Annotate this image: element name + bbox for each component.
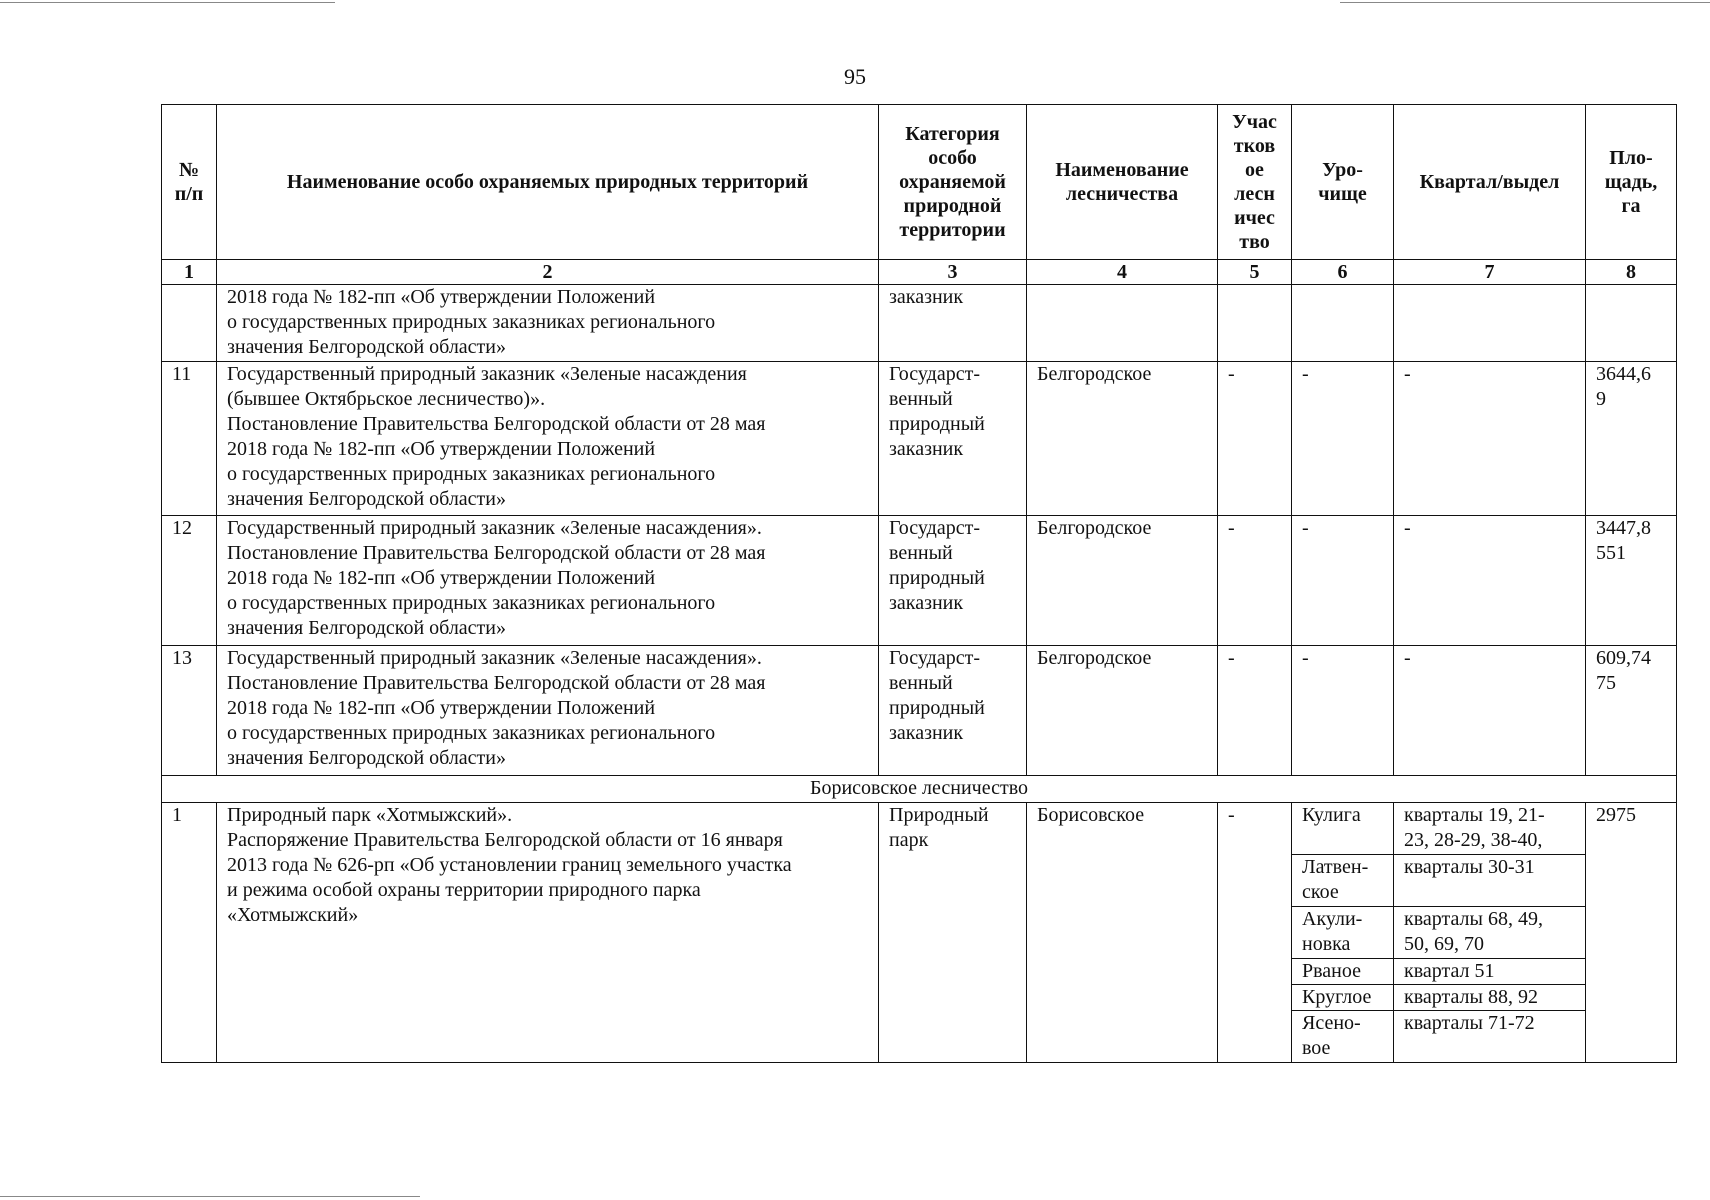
- header-quarter: Квартал/выдел: [1394, 105, 1586, 260]
- column-number: 3: [879, 260, 1027, 285]
- row-forestry: Борисовское: [1027, 803, 1218, 1063]
- row-quarter: [1394, 285, 1586, 362]
- column-number: 7: [1394, 260, 1586, 285]
- row-category: заказник: [879, 285, 1027, 362]
- row-district: -: [1218, 516, 1292, 646]
- row-forestry: Белгородское: [1027, 516, 1218, 646]
- table-row: [162, 516, 1677, 646]
- park-tract: Ясено- вое: [1292, 1011, 1394, 1063]
- park-quarter: кварталы 19, 21- 23, 28-29, 38-40,: [1394, 803, 1586, 855]
- park-row: [162, 803, 1677, 855]
- row-tract: -: [1292, 646, 1394, 776]
- column-number-row: [162, 260, 1677, 285]
- row-area: 609,74 75: [1586, 646, 1677, 776]
- column-number: 1: [162, 260, 217, 285]
- header-row: [162, 105, 1677, 260]
- row-number: 11: [162, 362, 217, 516]
- header-area: Пло- щадь, га: [1586, 105, 1677, 260]
- table-row: [162, 285, 1677, 362]
- header-district-forestry: Учас тков ое лесн ичес тво: [1218, 105, 1292, 260]
- park-quarter: квартал 51: [1394, 959, 1586, 985]
- row-district: -: [1218, 646, 1292, 776]
- row-district: -: [1218, 803, 1292, 1063]
- header-tract: Уро- чище: [1292, 105, 1394, 260]
- row-district: -: [1218, 362, 1292, 516]
- row-forestry: Белгородское: [1027, 646, 1218, 776]
- row-tract: -: [1292, 362, 1394, 516]
- row-name: Государственный природный заказник «Зеленые насаждения (бывшее Октябрьское лесничество)». Постановление Правительства Белгородской области от 28 мая 2018 года № 182-пп «Об утверждении Положений о государственных природных заказниках регионального значения Белгородской области»: [217, 362, 879, 516]
- row-forestry: Белгородское: [1027, 362, 1218, 516]
- row-area: [1586, 285, 1677, 362]
- column-number: 2: [217, 260, 879, 285]
- row-name: Государственный природный заказник «Зеленые насаждения». Постановление Правительства Белгородской области от 28 мая 2018 года № 182-пп «Об утверждении Положений о государственных природных заказниках регионального значения Белгородской области»: [217, 516, 879, 646]
- row-number: 12: [162, 516, 217, 646]
- row-number: 1: [162, 803, 217, 1063]
- column-number: 4: [1027, 260, 1218, 285]
- scan-edge-line: [1340, 2, 1710, 3]
- park-quarter: кварталы 30-31: [1394, 855, 1586, 907]
- column-number: 5: [1218, 260, 1292, 285]
- row-area: 2975: [1586, 803, 1677, 1063]
- row-category: Государст- венный природный заказник: [879, 646, 1027, 776]
- row-category: Природный парк: [879, 803, 1027, 1063]
- table-row: [162, 362, 1677, 516]
- row-category: Государст- венный природный заказник: [879, 516, 1027, 646]
- scan-edge-line: [0, 2, 335, 3]
- park-tract: Рваное: [1292, 959, 1394, 985]
- row-tract: [1292, 285, 1394, 362]
- header-name: Наименование особо охраняемых природных территорий: [217, 105, 879, 260]
- header-category: Категория особо охраняемой природной территории: [879, 105, 1027, 260]
- row-name: Государственный природный заказник «Зеленые насаждения». Постановление Правительства Белгородской области от 28 мая 2018 года № 182-пп «Об утверждении Положений о государственных природных заказниках регионального значения Белгородской области»: [217, 646, 879, 776]
- row-name: Природный парк «Хотмыжский». Распоряжение Правительства Белгородской области от 16 января 2013 года № 626-рп «Об установлении границ земельного участка и режима особой охраны территории природного парка «Хотмыжский»: [217, 803, 879, 1063]
- section-title: Борисовское лесничество: [162, 776, 1677, 803]
- row-forestry: [1027, 285, 1218, 362]
- column-number: 6: [1292, 260, 1394, 285]
- row-area: 3644,6 9: [1586, 362, 1677, 516]
- park-tract: Кулига: [1292, 803, 1394, 855]
- column-number: 8: [1586, 260, 1677, 285]
- park-quarter: кварталы 68, 49, 50, 69, 70: [1394, 907, 1586, 959]
- header-forestry: Наименование лесничества: [1027, 105, 1218, 260]
- row-quarter: -: [1394, 362, 1586, 516]
- row-number: 13: [162, 646, 217, 776]
- row-district: [1218, 285, 1292, 362]
- park-tract: Акули- новка: [1292, 907, 1394, 959]
- protected-areas-table: [161, 104, 1677, 1063]
- park-tract: Латвен- ское: [1292, 855, 1394, 907]
- scan-edge-line: [0, 1196, 420, 1197]
- header-number: № п/п: [162, 105, 217, 260]
- row-quarter: -: [1394, 646, 1586, 776]
- park-quarter: кварталы 88, 92: [1394, 985, 1586, 1011]
- row-name: 2018 года № 182-пп «Об утверждении Положений о государственных природных заказниках регионального значения Белгородской области»: [217, 285, 879, 362]
- page-number: 95: [844, 64, 866, 89]
- row-area: 3447,8 551: [1586, 516, 1677, 646]
- row-number: [162, 285, 217, 362]
- section-row: [162, 776, 1677, 803]
- park-quarter: кварталы 71-72: [1394, 1011, 1586, 1063]
- park-tract: Круглое: [1292, 985, 1394, 1011]
- table-row: [162, 646, 1677, 776]
- row-quarter: -: [1394, 516, 1586, 646]
- row-category: Государст- венный природный заказник: [879, 362, 1027, 516]
- row-tract: -: [1292, 516, 1394, 646]
